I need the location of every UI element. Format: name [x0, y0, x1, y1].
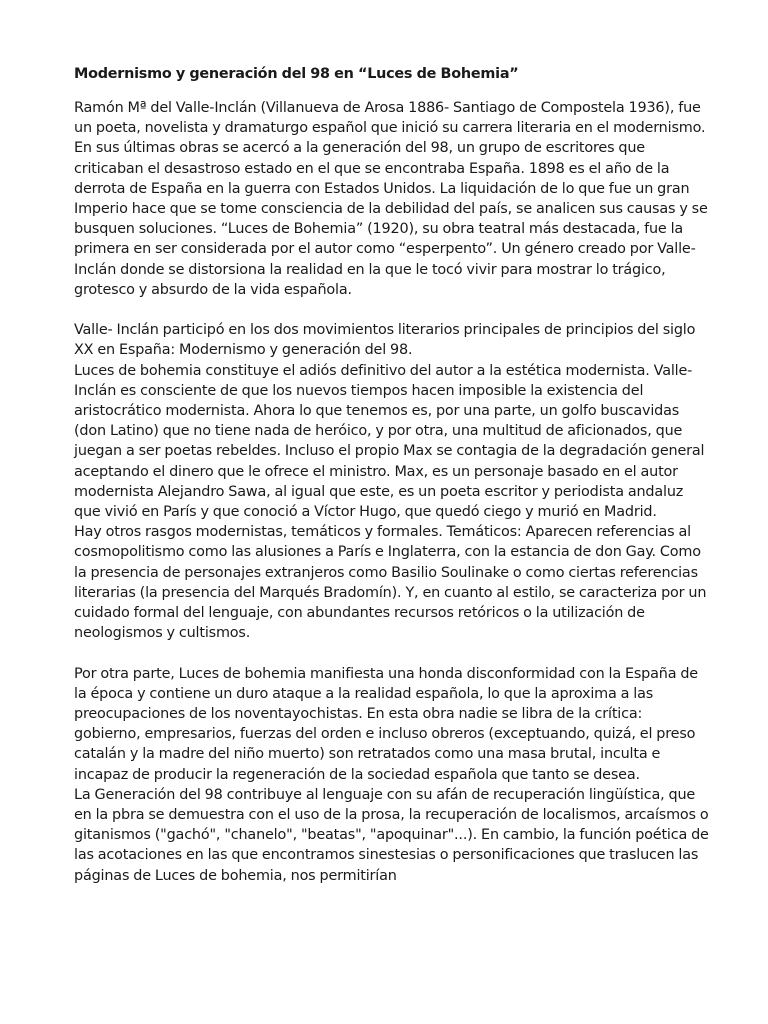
document-page — [74, 64, 710, 886]
paragraph: Por otra parte, Luces de bohemia manifiesta una honda disconformidad con la España de la época y contiene un duro ataque a la realidad española, lo que la aproxima a las preocupaciones de los noventayochistas. En esta obra nadie se libra de la crítica: gobierno, empresarios, fuerzas del orden e incluso obreros (exceptuando, quizá, el preso catalán y la madre del niño muerto) son retratados como una masa brutal, inculta e incapaz de producir la regeneración de la sociedad española que tanto se desea. — [74, 665, 698, 783]
paragraph: Luces de bohemia constituye el adiós definitivo del autor a la estética modernista. Valle-Inclán es consciente de que los nuevos tiempos hacen imposible la existencia del aristocrático modernista. Ahora lo que tenemos es, por una parte, un golfo buscavidas (don Latino) que no tiene nada de heróico, y por otra, una multitud de aficionados, que juegan a ser poetas rebeldes. Incluso el propio Max se contagia de la degradación general aceptando el dinero que le ofrece el ministro. Max, es un personaje basado en el autor modernista Alejandro Sawa, al igual que este, es un poeta escritor y periodista andaluz que vivió en París y que conoció a Víctor Hugo, que quedó ciego y murió en Madrid. — [74, 362, 705, 521]
document-title: Modernismo y generación del 98 en “Luces de Bohemia” — [74, 66, 519, 82]
paragraph-spacer — [74, 300, 710, 320]
paragraph: Hay otros rasgos modernistas, temáticos y formales. Temáticos: Aparecen referencias al cosmopolitismo como las alusiones a París e Inglaterra, con la estancia de don Gay. Como la presencia de personajes extranjeros como Basilio Soulinake o como ciertas referencias literarias (la presencia del Marqués Bradomín). Y, en cuanto al estilo, se caracteriza por un cuidado formal del lenguaje, con abundantes recursos retóricos o la utilización de neologismos y cultismos. — [74, 524, 707, 642]
paragraph: La Generación del 98 contribuye al lenguaje con su afán de recuperación lingüística, que en la pbra se demuestra con el uso de la prosa, la recuperación de localismos, arcaísmos o gitanismos ("gachó", "chanelo", "beatas", "apoquinar"...). En cambio, la función poética de las acotaciones en las que encontramos sinestesias o personificaciones que traslucen las páginas de Luces de bohemia, nos permitirían — [74, 786, 709, 884]
paragraph: Valle- Inclán participó en los dos movimientos literarios principales de principios del siglo XX en España: Modernismo y generación del 98. — [74, 322, 696, 359]
paragraph: Ramón Mª del Valle-Inclán (Villanueva de Arosa 1886- Santiago de Compostela 1936), fue un poeta, novelista y dramaturgo español que inició su carrera literaria en el modernismo. — [74, 100, 706, 137]
paragraph: En sus últimas obras se acercó a la generación del 98, un grupo de escritores que criticaban el desastroso estado en el que se encontraba España. 1898 es el año de la derrota de España en la guerra con Estados Unidos. La liquidación de lo que fue un gran Imperio hace que se tome consciencia de la debilidad del país, se analicen sus causas y se busquen soluciones. “Luces de Bohemia” (1920), su obra teatral más destacada, fue la primera en ser considerada por el autor como “esperpento”. Un género creado por Valle-Inclán donde se distorsiona la realidad en la que le tocó vivir para mostrar lo trágico, grotesco y absurdo de la vida española. — [74, 140, 708, 298]
document-body — [74, 98, 710, 886]
paragraph-spacer — [74, 643, 710, 663]
